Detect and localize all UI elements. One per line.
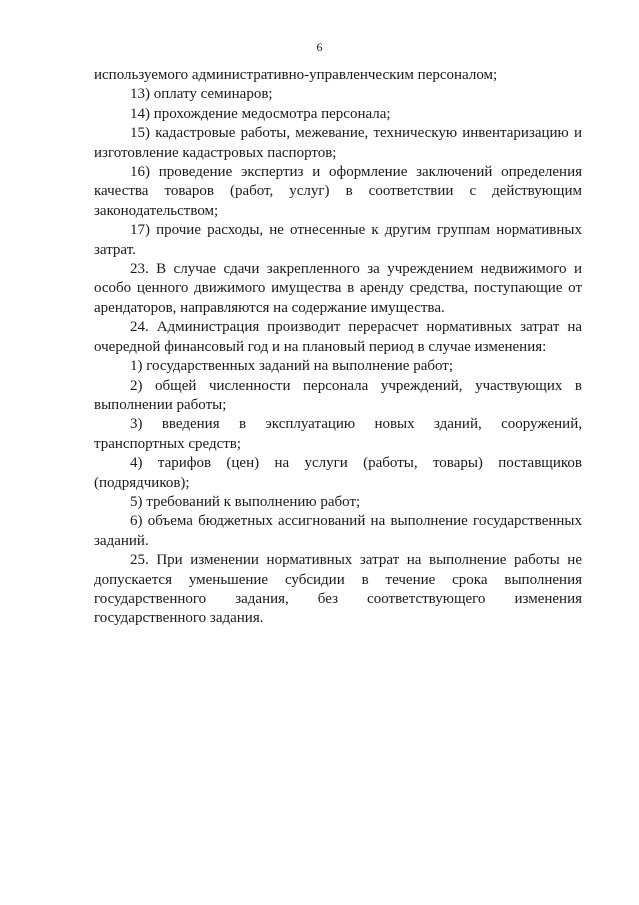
list-item-17: 17) прочие расходы, не отнесенные к другим группам нормативных затрат. (94, 222, 582, 258)
clause-24-item-6: 6) объема бюджетных ассигнований на выполнение государственных заданий. (94, 513, 582, 549)
clause-24: 24. Администрация производит перерасчет нормативных затрат на очередной финансовый год и на плановый период в случае изменения: (94, 319, 582, 355)
clause-25: 25. При изменении нормативных затрат на выполнение работы не допускается уменьшение субсидии в течение срока выполнения государственного задания, без соответствующего изменения государственного задания. (94, 552, 582, 627)
clause-24-item-1: 1) государственных заданий на выполнение работ; (130, 358, 454, 375)
clause-24-item-2: 2) общей численности персонала учреждений, участвующих в выполнении работы; (94, 377, 582, 413)
document-body (94, 66, 582, 629)
paragraph-continuation: используемого административно-управленческим персоналом; (94, 67, 498, 83)
clause-24-item-3: 3) введения в эксплуатацию новых зданий, сооружений, транспортных средств; (94, 416, 582, 452)
page-number: 6 (316, 40, 323, 54)
list-item-13: 13) оплату семинаров; (130, 86, 273, 103)
clause-23: 23. В случае сдачи закрепленного за учреждением недвижимого и особо ценного движимого имущества в аренду средства, поступающие от арендаторов, направляются на содержание имущества. (94, 261, 582, 316)
list-item-15: 15) кадастровые работы, межевание, техническую инвентаризацию и изготовление кадастровых паспортов; (94, 125, 582, 161)
list-item-14: 14) прохождение медосмотра персонала; (130, 105, 391, 122)
list-item-16: 16) проведение экспертиз и оформление заключений определения качества товаров (работ, услуг) в соответствии с действующим законодательством; (94, 164, 582, 219)
clause-24-item-5: 5) требований к выполнению работ; (130, 493, 361, 510)
clause-24-item-4: 4) тарифов (цен) на услуги (работы, товары) поставщиков (подрядчиков); (94, 455, 582, 491)
